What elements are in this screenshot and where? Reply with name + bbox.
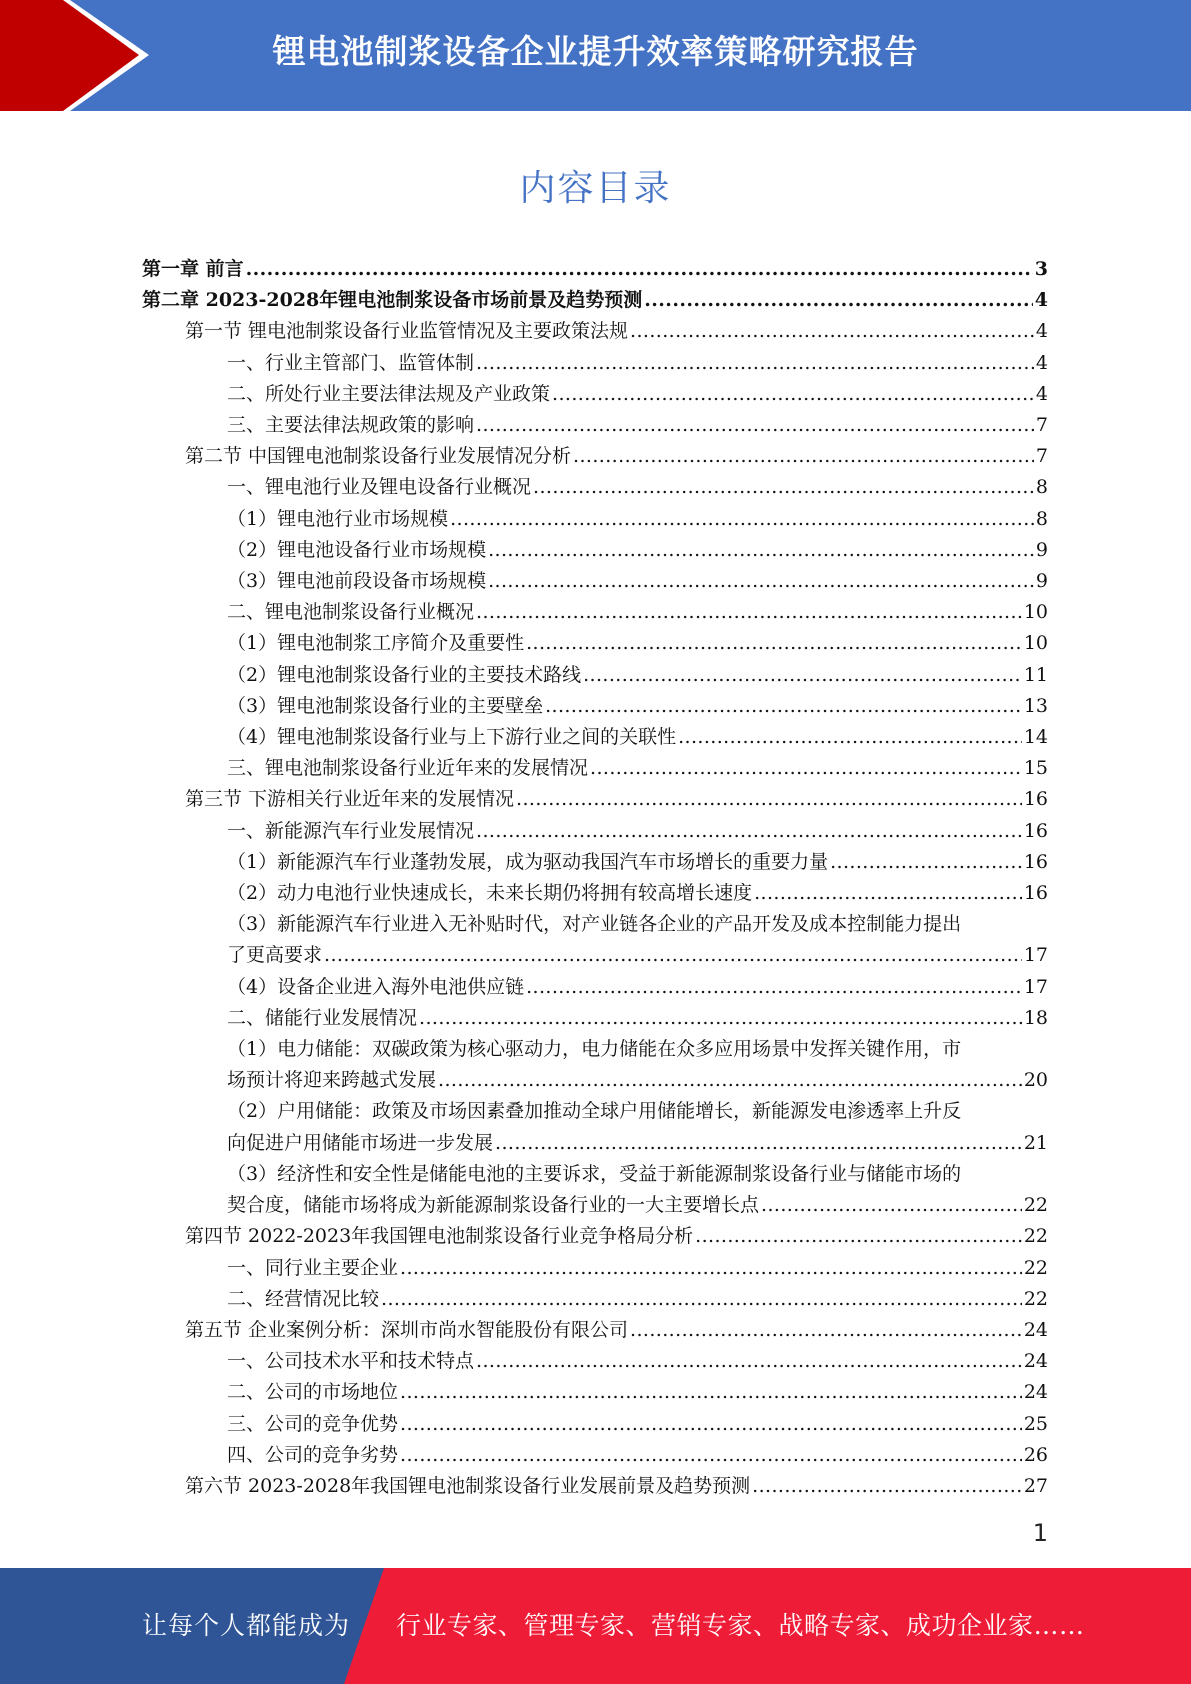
toc-dot-leader (678, 722, 1022, 753)
toc-page-number: 27 (1023, 1474, 1048, 1497)
toc-entry[interactable] (142, 285, 1048, 316)
toc-page-number: 4 (1034, 289, 1048, 312)
toc-page-number: 22 (1023, 1287, 1048, 1310)
toc-page-number: 15 (1023, 757, 1048, 780)
toc-dot-leader (630, 1315, 1022, 1346)
toc-entry[interactable] (142, 1159, 1048, 1221)
toc-entry-text: 一、同行业主要企业 (227, 1256, 399, 1279)
toc-dot-leader (246, 254, 1033, 285)
toc-entry[interactable] (142, 1440, 1048, 1471)
toc-entry-text: 第三节 下游相关行业近年来的发展情况 (185, 788, 515, 811)
toc-dot-leader (526, 972, 1022, 1003)
toc-page-number: 7 (1035, 414, 1048, 437)
toc-entry-text: （1）锂电池制浆工序简介及重要性 (227, 632, 525, 655)
toc-page-number: 24 (1023, 1381, 1048, 1404)
toc-dot-leader (752, 1471, 1022, 1502)
toc-dot-leader (324, 940, 1022, 971)
footer-slogan-left: 让每个人都能成为 (142, 1611, 351, 1640)
toc-entry-text: （1）电力储能：双碳政策为核心驱动力，电力储能在众多应用场景中发挥关键作用，市 (227, 1038, 962, 1061)
toc-page-number: 10 (1023, 632, 1048, 655)
toc-dot-leader (450, 504, 1034, 535)
toc-entry-text: 第二章 2023-2028年锂电池制浆设备市场前景及趋势预测 (142, 289, 643, 312)
toc-page-number: 16 (1023, 882, 1048, 905)
toc-entry[interactable] (142, 535, 1048, 566)
toc-page-number: 9 (1035, 570, 1048, 593)
toc-entry[interactable] (142, 784, 1048, 815)
toc-entry[interactable] (142, 1471, 1048, 1502)
table-of-contents (142, 254, 1048, 1502)
toc-page-number: 20 (1023, 1069, 1048, 1092)
toc-entry[interactable] (142, 1253, 1048, 1284)
toc-page-number: 22 (1023, 1194, 1048, 1217)
toc-dot-leader (695, 1221, 1022, 1252)
toc-entry-text: 二、锂电池制浆设备行业概况 (227, 601, 475, 624)
toc-entry-text: （4）设备企业进入海外电池供应链 (227, 975, 525, 998)
toc-entry-text: 一、锂电池行业及锂电设备行业概况 (227, 476, 532, 499)
toc-entry[interactable] (142, 1096, 1048, 1158)
toc-entry[interactable] (142, 1003, 1048, 1034)
toc-entry[interactable] (142, 1377, 1048, 1408)
toc-dot-leader (754, 878, 1022, 909)
toc-page-number: 8 (1035, 476, 1048, 499)
toc-entry-text-continued: 向促进户用储能市场进一步发展 (227, 1131, 494, 1154)
toc-dot-leader (400, 1409, 1022, 1440)
toc-dot-leader (476, 816, 1022, 847)
toc-entry[interactable] (142, 691, 1048, 722)
toc-entry[interactable] (142, 254, 1048, 285)
toc-entry-text: （3）锂电池前段设备市场规模 (227, 570, 487, 593)
toc-dot-leader (488, 566, 1034, 597)
toc-entry-text: 一、公司技术水平和技术特点 (227, 1350, 475, 1373)
toc-entry-text: 三、公司的竞争优势 (227, 1412, 399, 1435)
toc-entry-text: （2）户用储能：政策及市场因素叠加推动全球户用储能增长，新能源发电渗透率上升反 (227, 1100, 962, 1123)
toc-entry-text: 第一章 前言 (142, 258, 244, 280)
toc-entry[interactable] (142, 504, 1048, 535)
toc-page-number: 3 (1034, 258, 1048, 280)
page-number: 1 (1032, 1519, 1048, 1547)
toc-entry-text: （1）新能源汽车行业蓬勃发展，成为驱动我国汽车市场增长的重要力量 (227, 850, 829, 873)
toc-page-number: 16 (1023, 819, 1048, 842)
toc-dot-leader (830, 847, 1022, 878)
toc-entry-text: 一、行业主管部门、监管体制 (227, 351, 475, 374)
toc-page-number: 8 (1035, 507, 1048, 530)
toc-entry-text: （1）锂电池行业市场规模 (227, 507, 449, 530)
toc-title: 内容目录 (519, 168, 672, 209)
toc-page-number: 24 (1023, 1318, 1048, 1341)
toc-entry-text: 一、新能源汽车行业发展情况 (227, 819, 475, 842)
toc-entry[interactable] (142, 1034, 1048, 1096)
report-title: 锂电池制浆设备企业提升效率策略研究报告 (272, 32, 919, 71)
toc-page-number: 21 (1023, 1131, 1048, 1154)
toc-entry-text-continued: 场预计将迎来跨越式发展 (227, 1069, 437, 1092)
toc-page-number: 4 (1035, 320, 1048, 343)
toc-page-number: 4 (1035, 351, 1048, 374)
toc-page-number: 14 (1023, 726, 1048, 749)
toc-entry-text: 第一节 锂电池制浆设备行业监管情况及主要政策法规 (185, 320, 629, 343)
toc-dot-leader (476, 410, 1034, 441)
toc-entry[interactable] (142, 660, 1048, 691)
toc-entry-text: 第二节 中国锂电池制浆设备行业发展情况分析 (185, 445, 572, 468)
toc-dot-leader (516, 784, 1022, 815)
toc-page-number: 4 (1035, 382, 1048, 405)
toc-dot-leader (476, 348, 1034, 379)
toc-entry[interactable] (142, 847, 1048, 878)
toc-entry-text-continued: 了更高要求 (227, 944, 323, 967)
toc-dot-leader (552, 379, 1034, 410)
toc-entry-text: 三、主要法律法规政策的影响 (227, 414, 475, 437)
toc-dot-leader (630, 316, 1034, 347)
toc-entry[interactable] (142, 909, 1048, 971)
toc-page-number: 22 (1023, 1225, 1048, 1248)
toc-entry[interactable] (142, 379, 1048, 410)
toc-page-number: 18 (1023, 1006, 1048, 1029)
toc-entry-text: 二、经营情况比较 (227, 1287, 380, 1310)
toc-dot-leader (381, 1284, 1022, 1315)
toc-dot-leader (761, 1190, 1022, 1221)
toc-entry-text: 第四节 2022-2023年我国锂电池制浆设备行业竞争格局分析 (185, 1225, 694, 1248)
toc-page-number: 17 (1023, 944, 1048, 967)
toc-entry-text: 二、所处行业主要法律法规及产业政策 (227, 382, 551, 405)
toc-dot-leader (476, 1346, 1022, 1377)
toc-entry[interactable] (142, 410, 1048, 441)
toc-entry[interactable] (142, 722, 1048, 753)
toc-dot-leader (495, 1128, 1022, 1159)
toc-dot-leader (476, 597, 1022, 628)
toc-entry-text-continued: 契合度，储能市场将成为新能源制浆设备行业的一大主要增长点 (227, 1194, 760, 1217)
toc-dot-leader (590, 753, 1022, 784)
toc-entry-text: 三、锂电池制浆设备行业近年来的发展情况 (227, 757, 589, 780)
toc-entry-text: （3）新能源汽车行业进入无补贴时代，对产业链各企业的产品开发及成本控制能力提出 (227, 913, 962, 936)
toc-dot-leader (400, 1253, 1022, 1284)
toc-entry[interactable] (142, 472, 1048, 503)
toc-entry[interactable] (142, 1284, 1048, 1315)
toc-entry-text: 四、公司的竞争劣势 (227, 1443, 399, 1466)
toc-entry-text: （2）锂电池设备行业市场规模 (227, 538, 487, 561)
toc-entry[interactable] (142, 566, 1048, 597)
toc-entry[interactable] (142, 753, 1048, 784)
toc-page-number: 9 (1035, 538, 1048, 561)
toc-entry-text: 二、公司的市场地位 (227, 1381, 399, 1404)
toc-entry[interactable] (142, 597, 1048, 628)
toc-dot-leader (400, 1440, 1022, 1471)
toc-entry-text: （3）经济性和安全性是储能电池的主要诉求，受益于新能源制浆设备行业与储能市场的 (227, 1162, 962, 1185)
toc-dot-leader (573, 441, 1034, 472)
toc-entry-text: 第六节 2023-2028年我国锂电池制浆设备行业发展前景及趋势预测 (185, 1474, 751, 1497)
toc-dot-leader (644, 285, 1033, 316)
toc-entry[interactable] (142, 878, 1048, 909)
toc-entry-text: 二、储能行业发展情况 (227, 1006, 418, 1029)
toc-dot-leader (545, 691, 1022, 722)
toc-dot-leader (526, 628, 1022, 659)
toc-dot-leader (583, 660, 1022, 691)
header-banner (0, 0, 1191, 111)
toc-entry[interactable] (142, 628, 1048, 659)
toc-entry[interactable] (142, 348, 1048, 379)
toc-page-number: 16 (1023, 850, 1048, 873)
toc-page-number: 10 (1023, 601, 1048, 624)
footer-slogan-right: 行业专家、管理专家、营销专家、战略专家、成功企业家…… (396, 1611, 1085, 1640)
toc-entry-text: 第五节 企业案例分析：深圳市尚水智能股份有限公司 (185, 1318, 629, 1341)
toc-dot-leader (488, 535, 1034, 566)
toc-page-number: 25 (1023, 1412, 1048, 1435)
toc-dot-leader (400, 1377, 1022, 1408)
toc-page-number: 11 (1023, 663, 1048, 686)
toc-page-number: 17 (1023, 975, 1048, 998)
toc-dot-leader (533, 472, 1034, 503)
toc-page-number: 16 (1023, 788, 1048, 811)
toc-entry[interactable] (142, 1315, 1048, 1346)
toc-entry-text: （4）锂电池制浆设备行业与上下游行业之间的关联性 (227, 726, 677, 749)
toc-page-number: 24 (1023, 1350, 1048, 1373)
toc-page-number: 26 (1023, 1443, 1048, 1466)
toc-entry[interactable] (142, 972, 1048, 1003)
toc-entry[interactable] (142, 1346, 1048, 1377)
toc-page-number: 13 (1023, 694, 1048, 717)
toc-entry[interactable] (142, 1221, 1048, 1252)
toc-entry-text: （2）动力电池行业快速成长，未来长期仍将拥有较高增长速度 (227, 882, 753, 905)
toc-page-number: 7 (1035, 445, 1048, 468)
toc-entry[interactable] (142, 1409, 1048, 1440)
toc-dot-leader (419, 1003, 1022, 1034)
toc-page-number: 22 (1023, 1256, 1048, 1279)
footer-banner (0, 1568, 1191, 1684)
toc-dot-leader (438, 1065, 1022, 1096)
toc-entry[interactable] (142, 816, 1048, 847)
toc-entry[interactable] (142, 441, 1048, 472)
toc-entry-text: （2）锂电池制浆设备行业的主要技术路线 (227, 663, 582, 686)
toc-entry[interactable] (142, 316, 1048, 347)
toc-entry-text: （3）锂电池制浆设备行业的主要壁垒 (227, 694, 544, 717)
